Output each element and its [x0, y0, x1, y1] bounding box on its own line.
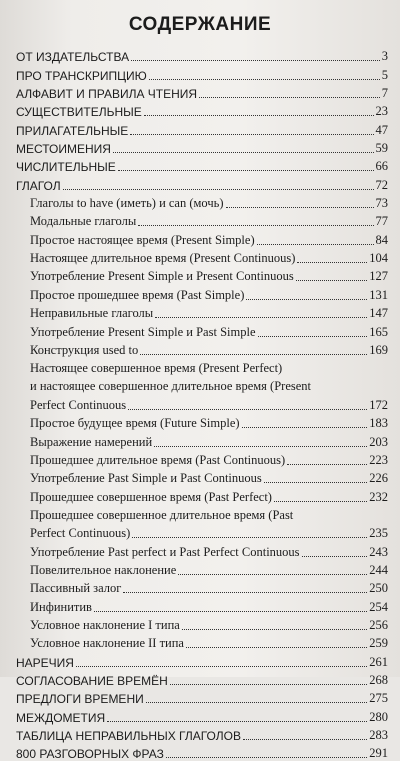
leader-dots — [199, 97, 380, 98]
toc-entry-title: ЧИСЛИТЕЛЬНЫЕ — [16, 160, 116, 175]
toc-entry — [16, 211, 388, 229]
leader-dots — [186, 647, 367, 648]
toc-entry — [16, 450, 388, 468]
leader-dots — [226, 207, 374, 208]
toc-page-number: 172 — [369, 397, 388, 412]
toc-entry-title: ПРО ТРАНСКРИПЦИЮ — [16, 68, 147, 83]
toc-page-number: 254 — [369, 599, 388, 614]
toc-entry-title: Условное наклонение II типа — [30, 636, 184, 651]
leader-dots — [140, 354, 367, 355]
toc-entry-title: ТАБЛИЦА НЕПРАВИЛЬНЫХ ГЛАГОЛОВ — [16, 729, 241, 744]
toc-entry-title: Употребление Past perfect и Past Perfect Continuous — [30, 544, 300, 559]
toc-page-number: 127 — [369, 269, 388, 284]
leader-dots — [76, 666, 367, 667]
toc-page-number: 235 — [369, 526, 388, 541]
leader-dots — [258, 336, 368, 337]
toc-entry-title: НАРЕЧИЯ — [16, 655, 74, 670]
toc-page-number: 147 — [369, 306, 388, 321]
toc-entry — [16, 83, 388, 101]
toc-page-number: 275 — [369, 691, 388, 706]
toc-page-number: 268 — [369, 673, 388, 688]
toc-entry — [16, 670, 388, 688]
toc-entry — [16, 138, 388, 156]
toc-entry-title: Perfect Continuous — [30, 397, 127, 412]
toc-entry — [16, 193, 388, 211]
toc-entry — [16, 725, 388, 743]
leader-dots — [128, 409, 367, 410]
toc-entry-title: Употребление Past Simple и Past Continuous — [30, 471, 262, 486]
leader-dots — [242, 427, 368, 428]
toc-entry-title: Простое будущее время (Future Simple) — [30, 416, 240, 431]
toc-entry-title: ГЛАГОЛ — [16, 178, 61, 193]
toc-page-number: 280 — [369, 709, 388, 724]
toc-entry — [16, 743, 388, 761]
leader-dots — [178, 574, 367, 575]
toc-page-number: 72 — [375, 177, 388, 192]
toc-entry — [16, 560, 388, 578]
leader-dots — [246, 299, 367, 300]
toc-entry-title: МЕСТОИМЕНИЯ — [16, 142, 111, 157]
leader-dots — [132, 537, 367, 538]
toc-page-number: 256 — [369, 618, 388, 632]
toc-entry-title: Инфинитив — [30, 599, 92, 614]
leader-dots — [155, 317, 367, 318]
toc-entry-title: Прошедшее совершенное время (Past Perfect) — [30, 489, 272, 504]
toc-entry-title: Прошедшее длительное время (Past Continuous) — [30, 452, 286, 467]
toc-page-number: 3 — [381, 49, 388, 64]
leader-dots — [302, 556, 368, 557]
leader-dots — [144, 115, 374, 116]
toc-entry-title: Простое настоящее время (Present Simple) — [30, 232, 255, 247]
page-title: СОДЕРЖАНИЕ — [128, 14, 272, 35]
toc-entry-title: Выражение намерений — [30, 434, 153, 449]
leader-dots — [63, 189, 374, 190]
toc-entry — [16, 340, 388, 358]
toc-page-number: 7 — [381, 86, 388, 101]
toc-entry — [16, 266, 388, 284]
toc-entry-title: Употребление Present Simple и Present Continuous — [30, 269, 294, 284]
toc-page-number: 77 — [375, 214, 388, 229]
leader-dots — [257, 244, 374, 245]
leader-dots — [107, 721, 367, 722]
toc-page-number: 226 — [369, 471, 388, 486]
toc-entry — [16, 229, 388, 247]
toc-page-number: 291 — [369, 746, 388, 761]
toc-page-number: 84 — [375, 232, 388, 247]
toc-entry — [16, 505, 388, 542]
toc-entry — [16, 541, 388, 559]
toc-entry-last-line — [30, 523, 388, 541]
toc-entry — [16, 248, 388, 266]
toc-entry — [16, 303, 388, 321]
toc-entry-title: Условное наклонение I типа — [30, 618, 180, 632]
leader-dots — [113, 152, 374, 153]
toc-page-number: 47 — [375, 122, 388, 137]
leader-dots — [130, 134, 373, 135]
leader-dots — [296, 280, 368, 281]
toc-entry — [16, 596, 388, 614]
toc-entry — [16, 174, 388, 192]
table-of-contents — [16, 46, 388, 761]
toc-page-number: 259 — [369, 636, 388, 651]
toc-entry — [16, 431, 388, 449]
toc-page-number: 250 — [369, 581, 388, 596]
toc-entry-title: ОТ ИЗДАТЕЛЬСТВА — [16, 50, 130, 65]
toc-entry — [16, 358, 388, 413]
toc-entry — [16, 101, 388, 119]
toc-entry — [16, 413, 388, 431]
toc-entry — [16, 119, 388, 137]
toc-page-number: 23 — [375, 104, 388, 119]
toc-entry-title: ПРИЛАГАТЕЛЬНЫЕ — [16, 123, 129, 138]
toc-entry-title: СОГЛАСОВАНИЕ ВРЕМЁН — [16, 674, 168, 689]
toc-entry — [16, 46, 388, 64]
toc-entry-title: Простое прошедшее время (Past Simple) — [30, 287, 245, 302]
toc-page-number: 104 — [369, 251, 388, 266]
toc-entry-title: Пассивный залог — [30, 581, 122, 596]
toc-page-number: 244 — [369, 562, 388, 577]
toc-entry-title: Настоящее совершенное время (Present Perfect) — [30, 360, 283, 375]
toc-entry — [16, 651, 388, 669]
leader-dots — [182, 629, 367, 630]
toc-entry — [16, 578, 388, 596]
leader-dots — [94, 611, 367, 612]
toc-entry-title: МЕЖДОМЕТИЯ — [16, 710, 106, 725]
toc-entry-title: Глаголы to have (иметь) и can (мочь) — [30, 196, 224, 211]
toc-entry — [16, 321, 388, 339]
toc-page-number: 131 — [369, 287, 388, 302]
toc-entry-title: Употребление Present Simple и Past Simple — [30, 324, 256, 339]
toc-entry-title: Модальные глаголы — [30, 214, 137, 229]
toc-page-number: 66 — [375, 159, 388, 174]
toc-entry — [16, 688, 388, 706]
toc-page-number: 59 — [375, 141, 388, 156]
toc-page-number: 243 — [369, 544, 388, 559]
toc-entry — [16, 633, 388, 651]
toc-entry-title: АЛФАВИТ И ПРАВИЛА ЧТЕНИЯ — [16, 87, 198, 102]
leader-dots — [138, 225, 373, 226]
leader-dots — [131, 60, 380, 61]
leader-dots — [170, 684, 367, 685]
toc-page-number: 73 — [375, 196, 388, 211]
toc-page-number: 223 — [369, 452, 388, 467]
toc-entry-title: Неправильные глаголы — [30, 306, 154, 321]
toc-page-number: 261 — [369, 654, 388, 669]
leader-dots — [149, 79, 380, 80]
toc-entry — [16, 284, 388, 302]
toc-page-number: 283 — [369, 728, 388, 743]
toc-page-number: 232 — [369, 489, 388, 504]
toc-entry-title: и настоящее совершенное длительное время (Present — [30, 379, 312, 394]
toc-page-number: 183 — [369, 416, 388, 431]
leader-dots — [243, 739, 367, 740]
leader-dots — [297, 262, 367, 263]
leader-dots — [154, 446, 367, 447]
toc-entry-title: ПРЕДЛОГИ ВРЕМЕНИ — [16, 692, 144, 707]
toc-entry-title: 800 РАЗГОВОРНЫХ ФРАЗ — [16, 747, 164, 761]
toc-entry-last-line — [30, 395, 388, 413]
toc-page-number: 203 — [369, 434, 388, 449]
leader-dots — [287, 464, 367, 465]
toc-entry — [16, 156, 388, 174]
toc-entry — [16, 468, 388, 486]
toc-page-number: 169 — [369, 342, 388, 357]
toc-entry-title: Perfect Continuous) — [30, 526, 131, 541]
toc-entry-title: Конструкция used to — [30, 342, 139, 357]
leader-dots — [274, 501, 367, 502]
toc-entry-title: Повелительное наклонение — [30, 562, 177, 577]
toc-entry — [16, 486, 388, 504]
leader-dots — [118, 170, 374, 171]
toc-entry-title: Настоящее длительное время (Present Continuous) — [30, 251, 296, 266]
leader-dots — [123, 592, 367, 593]
toc-page-number: 165 — [369, 324, 388, 339]
toc-entry — [16, 706, 388, 724]
toc-entry-title: СУЩЕСТВИТЕЛЬНЫЕ — [16, 105, 142, 120]
toc-page-number: 5 — [381, 67, 388, 82]
leader-dots — [166, 757, 367, 758]
leader-dots — [146, 702, 368, 703]
toc-entry — [16, 615, 388, 633]
toc-entry — [16, 64, 388, 82]
toc-entry-title: Прошедшее совершенное длительное время (Past — [30, 507, 294, 522]
leader-dots — [264, 482, 367, 483]
